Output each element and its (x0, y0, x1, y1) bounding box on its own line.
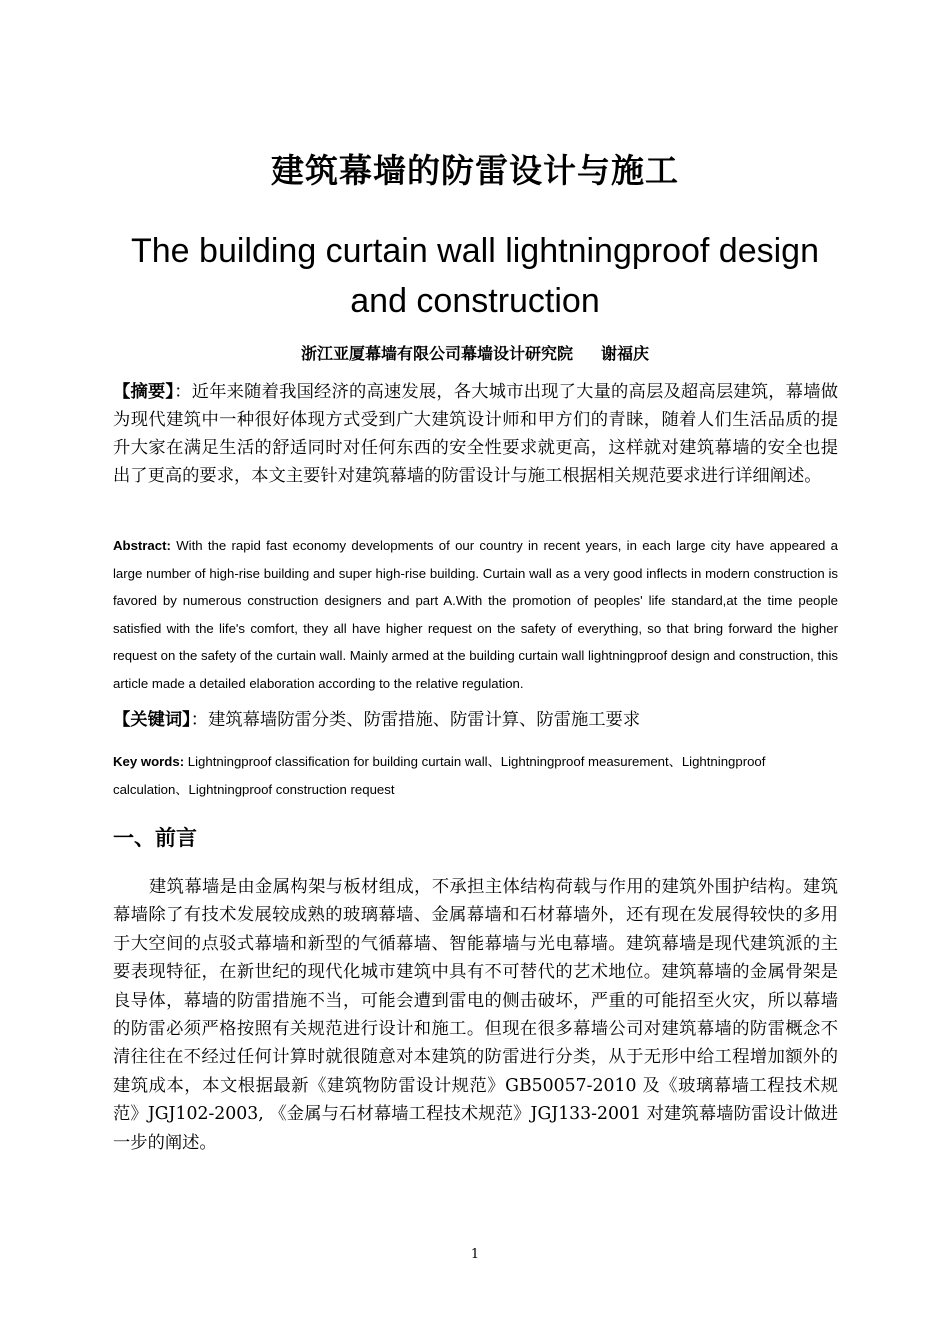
abstract-en-label: Abstract: (113, 538, 171, 553)
abstract-cn-text: 近年来随着我国经济的高速发展，各大城市出现了大量的高层及超高层建筑，幕墙做为现代建筑中一种很好体现方式受到广大建筑设计师和甲方们的青睐，随着人们生活品质的提升大家在满足生活的舒适同时对任何东西的安全性要求就更高，这样就对建筑幕墙的安全也提出了更高的要求，本文主要针对建筑幕墙的防雷设计与施工根据相关规范要求进行详细阐述。 (113, 382, 838, 486)
keywords-en (113, 748, 838, 804)
abstract-cn-label: 【摘要】 (113, 382, 175, 402)
page-number: 1 (470, 1247, 480, 1262)
author-affiliation-line (0, 341, 950, 367)
document-title-en: The building curtain wall lightningproof design and construction (131, 232, 819, 320)
keywords-cn-text: 建筑幕墙防雷分类、防雷措施、防雷计算、防雷施工要求 (208, 710, 641, 730)
abstract-en (113, 532, 838, 698)
body-paragraph: 建筑幕墙是由金属构架与板材组成，不承担主体结构荷载与作用的建筑外围护结构。建筑幕墙除了有技术发展较成熟的玻璃幕墙、金属幕墙和石材幕墙外，还有现在发展得较快的多用于大空间的点驳式幕墙和新型的气循幕墙、智能幕墙与光电幕墙。建筑幕墙是现代建筑派的主要表现特征，在新世纪的现代化城市建筑中具有不可替代的艺术地位。建筑幕墙的金属骨架是良导体，幕墙的防雷措施不当，可能会遭到雷电的侧击破坏，严重的可能招至火灾，所以幕墙的防雷必须严格按照有关规范进行设计和施工。但现在很多幕墙公司对建筑幕墙的防雷概念不清往往在不经过任何计算时就很随意对本建筑的防雷进行分类，从于无形中给工程增加额外的建筑成本，本文根据最新《建筑物防雷设计规范》GB50057-2010 及《玻璃幕墙工程技术规范》JGJ102-2003, 《金属与石材幕墙工程技术规范》JGJ133-2001 对建筑幕墙防雷设计做进一步的阐述。 (113, 877, 838, 1153)
author-name: 谢福庆 (601, 344, 650, 363)
keywords-en-label: Key words: (113, 754, 185, 769)
document-title-cn: 建筑幕墙的防雷设计与施工 (271, 151, 679, 190)
keywords-en-text: Lightningproof classification for building curtain wall、Lightningproof measurement、Lightningproof calculation、Lightningproof construction request (113, 754, 766, 797)
section-heading: 一、前言 (113, 826, 197, 850)
abstract-cn (113, 378, 838, 490)
keywords-cn-separator: ： (190, 710, 209, 730)
abstract-en-text: With the rapid fast economy developments of our country in recent years, in each large city have appeared a large number of high-rise building and super high-rise building. Curtain wall as a very good inflects in modern construction is favored by numerous construction designers and part A.With the promotion of peoples' life standard,at the time people satisfied with the life's comfort, they all have higher request on the safety of everything, so that bring forward the higher request on the safety of the curtain wall. Mainly armed at the building curtain wall lightningproof design and construction, this article made a detailed elaboration according to the relative regulation. (113, 538, 838, 691)
abstract-cn-separator: ： (174, 382, 192, 402)
keywords-cn (113, 705, 838, 735)
affiliation: 浙江亚厦幕墙有限公司幕墙设计研究院 (300, 344, 573, 363)
keywords-cn-label: 【关键词】 (113, 710, 191, 730)
